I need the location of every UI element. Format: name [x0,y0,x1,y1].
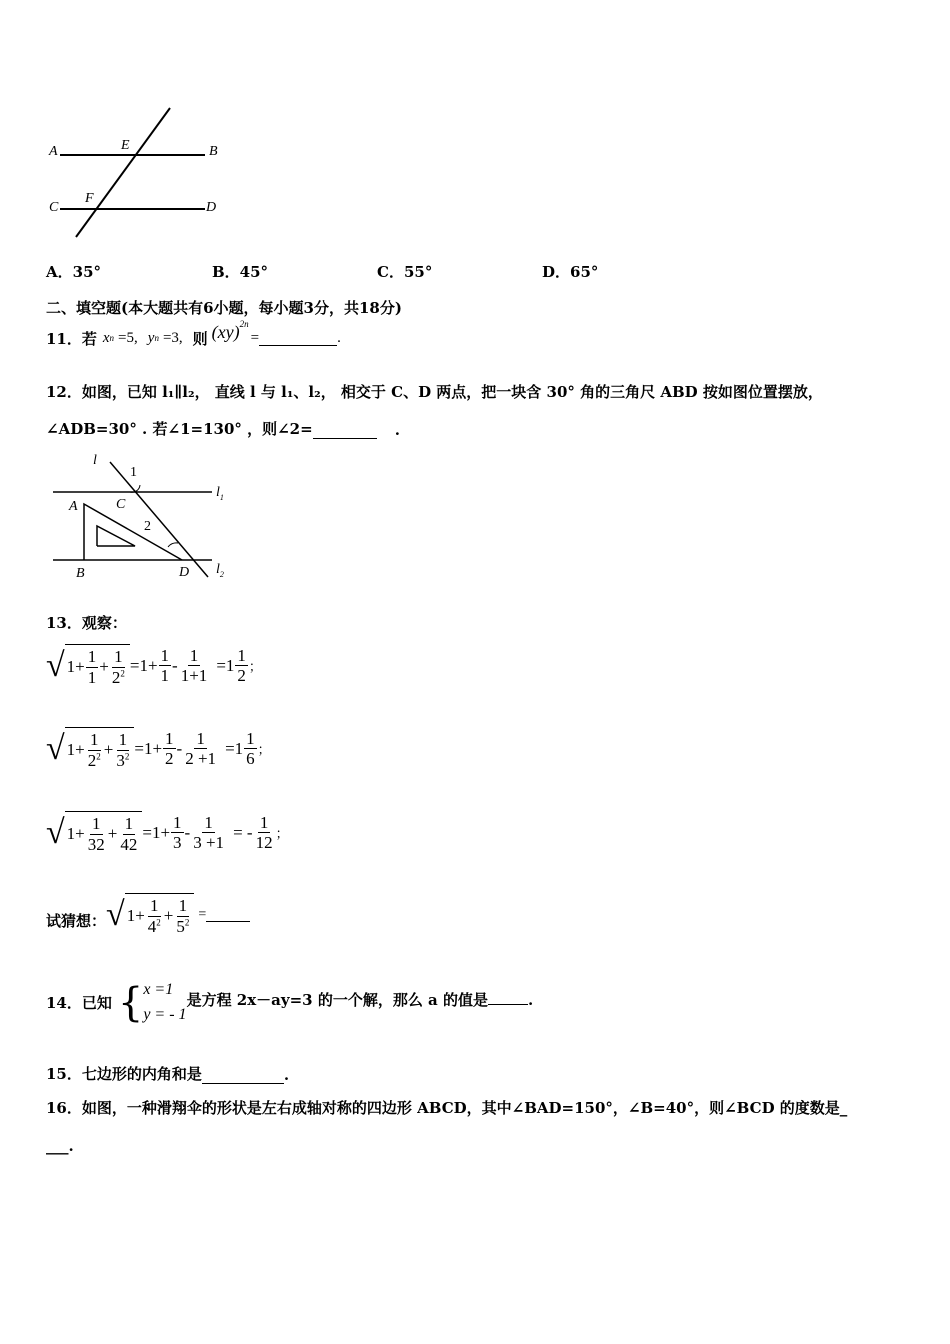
label-B: B [209,144,218,159]
base: 2 [87,750,97,770]
num: 1 [196,728,205,748]
q13-r3-result [254,813,275,853]
num: 1 [173,812,182,832]
angle-2-arc [168,543,178,547]
den: 2 +1 [185,749,217,769]
label-F: F [85,191,94,206]
q14-answer-blank [488,990,528,1005]
plus: + [103,740,114,760]
q13-row-1 [46,644,262,687]
q11-exp: 2n [239,319,249,329]
line-transversal [76,108,170,237]
den: 1+1 [180,666,208,686]
q12-line2-wrap [46,418,400,439]
label-l2-l: l [216,562,220,577]
num: 1 [124,814,134,833]
eq: = [198,906,207,922]
num: 1 [160,645,170,665]
q13-row-2 [46,727,271,770]
q14-eq1: x =1 [143,981,174,998]
q14-end: . [528,990,534,1009]
label-B: B [76,566,85,581]
one-plus: 1+ [126,906,145,926]
label-l1-l: l [216,485,220,500]
q13-r1-frac1 [86,647,99,687]
sqrt-icon: √ [106,895,125,933]
q13-r1-g1 [159,646,172,686]
q11-eq: = [250,329,260,346]
label-angle-1: 1 [130,465,137,480]
q11-eq2: =3, [162,329,183,346]
option-d: D．65° [542,263,599,281]
num: 1 [246,728,255,748]
q14-prefix: 14．已知 [46,994,112,1013]
option-b: B．45° [212,263,269,281]
q15-text: 15．七边形的内角和是 [46,1065,202,1083]
plus: + [163,906,174,926]
q11-n2: n [154,333,159,343]
num: 1 [237,645,246,665]
label-A: A [49,144,58,159]
q13-r1-result [235,646,248,686]
q15-end: . [283,1066,290,1084]
q11-answer-blank [259,331,337,346]
plus: + [99,657,109,677]
q13-r1-g2 [179,646,210,686]
q11-end: . [337,329,341,346]
label-l2 [216,562,224,579]
den: 3 [173,833,182,853]
end: ； [257,742,271,758]
sqrt-icon: √ [46,813,65,851]
q16-line2: ___. [46,1137,74,1155]
label-D: D [179,565,190,580]
num: 1 [178,896,188,915]
q13-r2-g2 [183,729,218,769]
den [86,751,103,771]
q13-r3-radicand [65,811,143,854]
figure-parallel-lines [40,100,240,245]
eq2: = - [233,822,253,842]
num: 1 [92,814,101,833]
q13-guess-frac2 [174,896,191,936]
minus: - [176,738,183,758]
q13-r3-g1 [171,813,184,853]
end: ； [275,826,289,842]
q12-line2: ∠ADB=30° . 若∠1=130° ，则∠2= [46,420,313,438]
label-C: C [116,497,126,512]
question-11 [46,319,341,354]
q16-line1: 16．如图，一种滑翔伞的形状是左右成轴对称的四边形 ABCD，其中∠BAD=150°，∠B=40°，则∠BCD 的度数是_ [46,1099,848,1117]
num: 1 [118,730,128,749]
q13-guess [46,893,250,936]
den: 32 [87,834,105,854]
sqrt-icon: √ [46,729,65,767]
exp: 2 [120,667,125,678]
one-plus: 1+ [66,824,85,844]
base: 4 [147,916,157,936]
question-14 [46,978,533,1028]
den: 6 [246,749,255,769]
figure-parallel-lines-svg [40,100,240,245]
label-D: D [206,200,217,215]
exp: 2 [184,916,190,927]
q13-r1-one-plus: 1+ [66,657,85,677]
triangle-outer [84,504,182,560]
num: 1 [87,647,97,666]
label-l1 [216,485,224,502]
q13-r2-g1 [163,729,176,769]
base: 3 [116,750,125,770]
num: 1 [90,730,99,749]
den: 42 [120,834,138,854]
q11-n1: n [109,333,115,343]
eq: =1+ [134,738,163,758]
one-plus: 1+ [66,740,85,760]
den: 1 [87,667,97,687]
q13-r1-frac2 [110,647,127,687]
den: 2 [165,749,174,769]
exp: 2 [156,916,161,927]
num: 1 [189,645,199,665]
q14-system [143,978,186,1028]
q13-r3-frac2 [118,814,139,854]
label-C: C [49,200,59,215]
q11-then: 则 [192,329,208,348]
exp: 2 [96,750,101,761]
q11-x: x [102,329,110,346]
option-a: A．35° [46,263,102,281]
num: 1 [150,896,159,915]
label-A: A [69,499,78,514]
q13-r2-radicand [65,727,135,770]
den: 2 [237,666,246,686]
q13-guess-expr [106,893,250,936]
end: ； [248,659,262,675]
den: 3 +1 [193,833,225,853]
q11-eq1: =5, [118,329,138,346]
q13-r3-g2 [191,813,226,853]
eq: =1+ [129,655,158,675]
q13-answer-blank [206,907,250,922]
label-angle-2: 2 [144,519,151,534]
minus: - [184,822,191,842]
q11-y: y [147,329,155,346]
question-15 [46,1063,289,1084]
label-l: l [93,453,97,468]
q12-line1: 12．如图，已知 l₁∥l₂， 直线 l 与 l₁、l₂， 相交于 C、D 两点，把一块含 30° 角的三角尺 ABD 按如图位置摆放， [46,383,823,401]
label-l1-sub: 1 [219,492,224,502]
eq2: =1 [216,655,235,675]
label-l2-sub: 2 [219,569,224,579]
base: 5 [176,916,185,936]
q14-text: 是方程 2x－ay=3 的一个解，那么 a 的值是 [186,991,488,1010]
q13-r2-frac2 [114,730,131,770]
base: 2 [111,667,121,687]
q11-xy: (xy) [211,321,240,342]
num: 1 [165,728,174,748]
q15-answer-blank [202,1069,284,1084]
option-c: C．55° [377,263,433,281]
q14-eq2: y = - 1 [143,1005,187,1023]
den [114,751,131,771]
q13-r3-frac1 [86,814,107,854]
q13-row-3 [46,811,289,854]
q13-title: 13．观察： [46,614,127,632]
den: 12 [255,833,273,853]
den [174,917,191,937]
exp: 2 [124,750,130,761]
den [110,668,127,688]
num: 1 [114,647,123,666]
num: 1 [259,812,269,832]
q13-guess-frac1 [146,896,163,936]
q11-prefix: 11．若 [46,329,97,348]
q13-r2-result [244,729,257,769]
plus: + [107,824,118,844]
triangle-inner [97,526,135,546]
q12-end: . [394,421,400,439]
den: 1 [160,666,170,686]
section-header: 二、填空题(本大题共有6小题，每小题3分，共18分) [46,299,402,317]
q13-r1-radicand [65,644,130,687]
num: 1 [204,812,213,832]
figure-triangle-ruler [48,452,238,587]
q13-guess-label: 试猜想： [46,912,107,931]
minus: - [172,655,178,675]
label-E: E [121,138,130,153]
sqrt-icon: √ [46,646,65,684]
brace-icon: { [117,979,144,1026]
q13-guess-radicand [125,893,195,936]
q12-answer-blank [313,424,377,439]
eq: =1+ [142,822,171,842]
q13-r2-frac1 [86,730,103,770]
den [146,917,163,937]
eq2: =1 [225,738,244,758]
